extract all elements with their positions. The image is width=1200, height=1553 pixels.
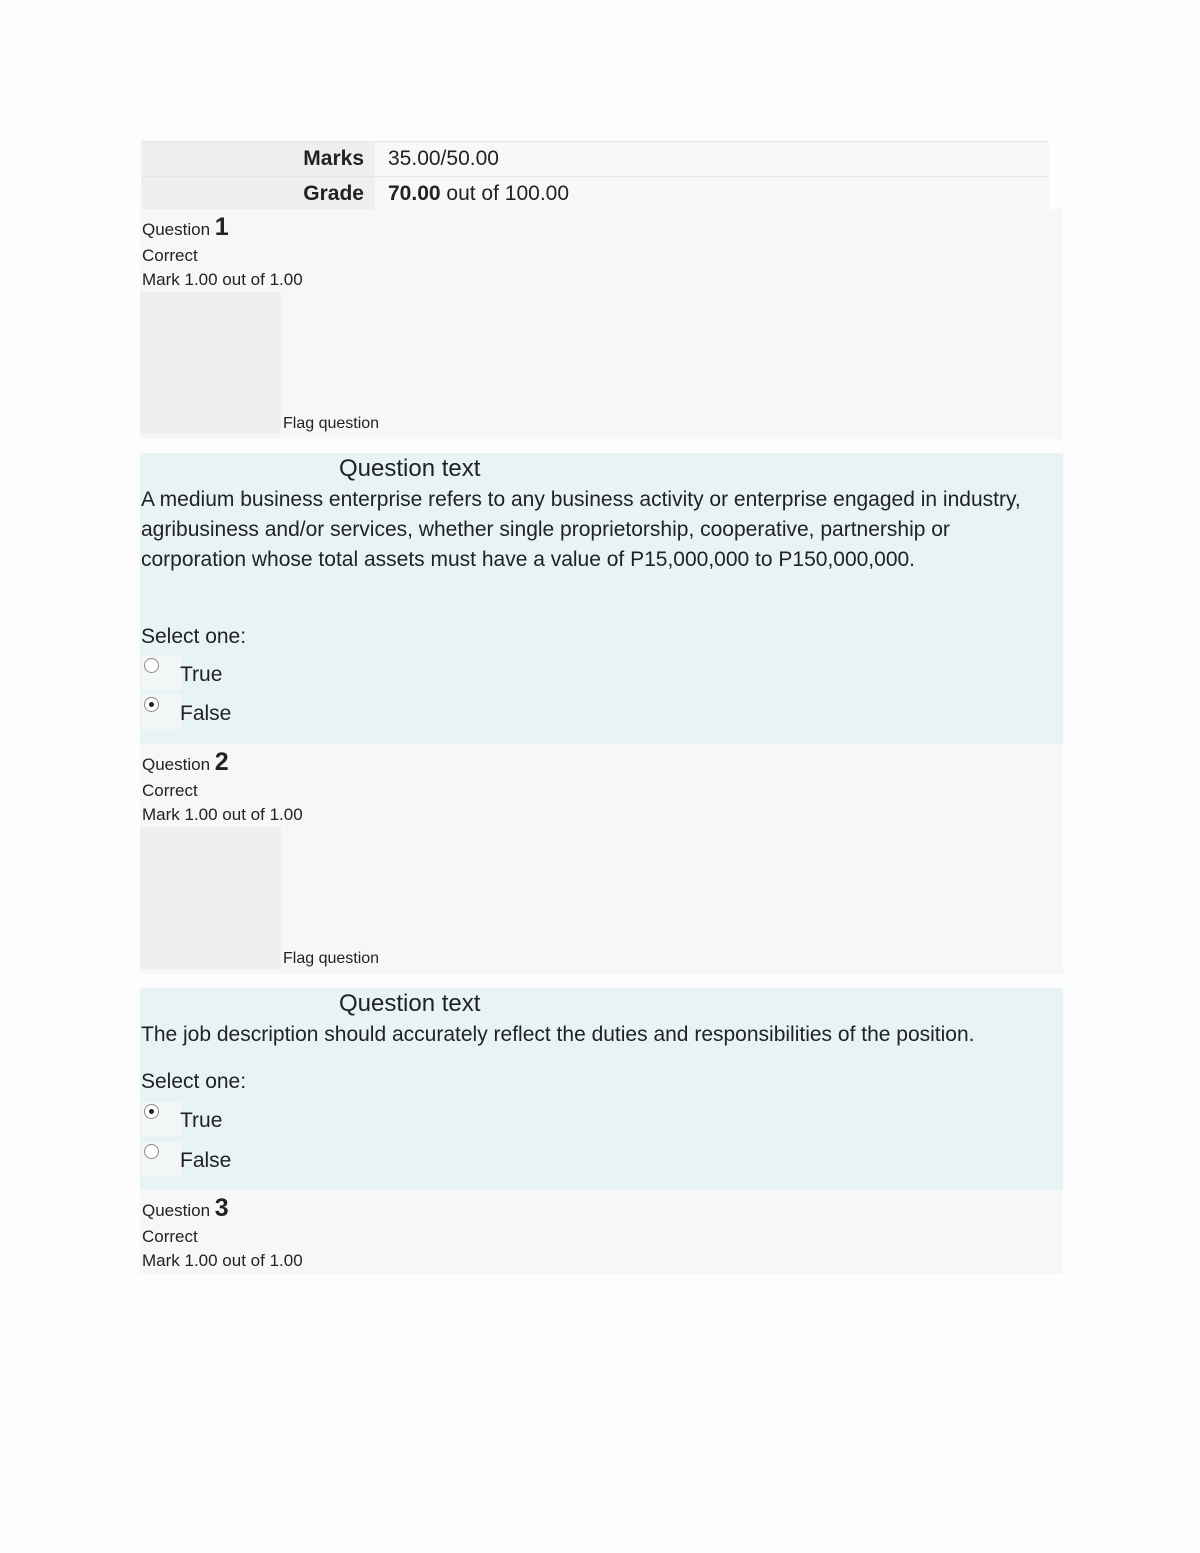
marks-label: Marks: [141, 142, 375, 176]
select-one-prompt: Select one:: [141, 625, 247, 648]
radio-unchecked-icon[interactable]: [144, 1144, 159, 1159]
question-2-content: [140, 988, 1063, 1190]
grade-row: [141, 176, 1049, 211]
flag-question-link[interactable]: Flag question: [283, 415, 380, 432]
question-text-label: Question text: [339, 455, 481, 482]
answer-option-false[interactable]: [141, 695, 261, 729]
question-grade: Mark 1.00 out of 1.00: [142, 805, 303, 824]
answer-option-true[interactable]: [141, 656, 261, 690]
grade-out-of: out of 100.00: [446, 182, 570, 205]
question-state: Correct: [142, 781, 198, 800]
question-text: The job description should accurately reflect the duties and responsibilities of the position.: [141, 1023, 975, 1046]
question-1-content: [140, 453, 1063, 744]
question-label: Question: [142, 1201, 211, 1220]
question-number: [142, 748, 229, 777]
question-number-value: 2: [214, 748, 229, 776]
question-label: Question: [142, 220, 211, 239]
radio-checked-icon[interactable]: [144, 1104, 159, 1119]
grade-label: Grade: [141, 177, 375, 211]
answer-label[interactable]: True: [180, 1109, 223, 1132]
question-3-info: [140, 1190, 1063, 1274]
question-state: Correct: [142, 246, 198, 265]
question-number: [142, 213, 229, 242]
question-state: Correct: [142, 1227, 198, 1246]
radio-unchecked-icon[interactable]: [144, 658, 159, 673]
radio-checked-icon[interactable]: [144, 697, 159, 712]
question-number: [142, 1194, 229, 1223]
grade-score: 70.00: [388, 182, 441, 205]
grade-value: [375, 177, 1049, 211]
question-text-label: Question text: [339, 990, 481, 1017]
question-1-info: [140, 209, 1063, 439]
question-grade: Mark 1.00 out of 1.00: [142, 270, 303, 289]
answer-label[interactable]: False: [180, 702, 232, 725]
attempt-summary-table: [141, 141, 1049, 211]
answer-option-true[interactable]: [141, 1102, 261, 1136]
question-grade: Mark 1.00 out of 1.00: [142, 1251, 303, 1270]
flag-icon[interactable]: [140, 827, 281, 969]
select-one-prompt: Select one:: [141, 1070, 247, 1093]
flag-icon[interactable]: [140, 292, 281, 434]
answer-label[interactable]: False: [180, 1149, 232, 1172]
question-number-value: 1: [214, 213, 229, 241]
marks-row: [141, 141, 1049, 176]
answer-option-false[interactable]: [141, 1142, 261, 1176]
answer-label[interactable]: True: [180, 663, 223, 686]
question-text: A medium business enterprise refers to any business activity or enterprise engaged in industry, agribusiness and/or services, whether single proprietorship, cooperative, partnership or corporation whose total assets must have a value of P15,000,000 to P150,000,000.: [141, 488, 1021, 571]
question-2-info: [140, 744, 1063, 974]
flag-question-link[interactable]: Flag question: [283, 950, 380, 967]
question-label: Question: [142, 755, 211, 774]
marks-value: 35.00/50.00: [375, 142, 1049, 176]
question-number-value: 3: [214, 1194, 229, 1222]
